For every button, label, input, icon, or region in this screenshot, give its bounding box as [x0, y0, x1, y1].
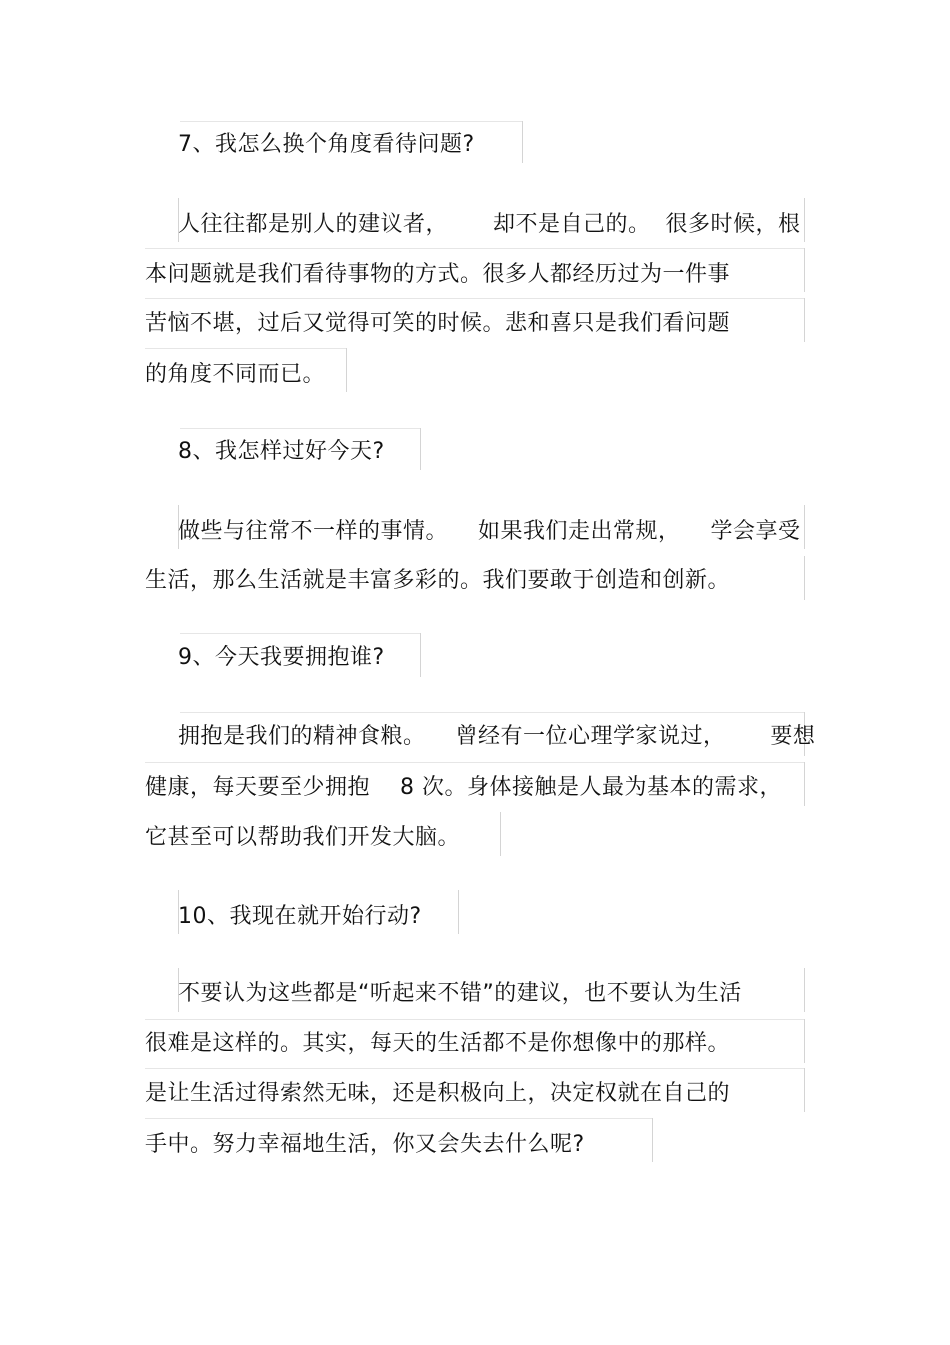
paragraph-line: 做些与往常不一样的事情。 如果我们走出常规， 学会享受 [178, 519, 801, 544]
heading-frame-right [420, 428, 421, 470]
section-heading-8: 8、我怎样过好今天? [178, 439, 385, 464]
paragraph-line-divider [145, 348, 347, 349]
paragraph-line: 苦恼不堪，过后又觉得可笑的时候。悲和喜只是我们看问题 [145, 311, 731, 336]
paragraph-line: 本问题就是我们看待事物的方式。很多人都经历过为一件事 [145, 262, 731, 287]
paragraph-frame-right [804, 505, 805, 549]
paragraph-line-divider [145, 762, 805, 763]
paragraph-frame-right [346, 348, 347, 392]
heading-frame-right [458, 890, 459, 934]
paragraph-line: 的角度不同而已。 [145, 362, 326, 387]
paragraph-frame-top [180, 712, 805, 713]
paragraph-line: 健康，每天要至少拥抱 8 次。身体接触是人最为基本的需求， [145, 775, 782, 800]
paragraph-frame-right [804, 248, 805, 292]
heading-frame-top [180, 428, 420, 429]
paragraph-frame-right [804, 968, 805, 1012]
paragraph-line: 手中。努力幸福地生活，你又会失去什么呢? [145, 1132, 585, 1157]
paragraph-line-divider [145, 1118, 653, 1119]
paragraph-line: 拥抱是我们的精神食粮。 曾经有一位心理学家说过， 要想 [178, 724, 816, 749]
paragraph-frame-right [804, 1068, 805, 1112]
paragraph-line-divider [145, 298, 805, 299]
section-heading-10: 10、我现在就开始行动? [178, 904, 422, 929]
paragraph-line-divider [145, 1019, 805, 1020]
section-heading-9: 9、今天我要拥抱谁? [178, 645, 385, 670]
heading-frame-right [420, 633, 421, 677]
heading-frame-right [522, 121, 523, 163]
paragraph-line-divider [145, 248, 805, 249]
heading-frame-top [180, 633, 420, 634]
paragraph-line: 很难是这样的。其实，每天的生活都不是你想像中的那样。 [145, 1031, 731, 1056]
paragraph-line: 人往往都是别人的建议者， 却不是自己的。 很多时候，根 [178, 212, 801, 237]
paragraph-frame-right [804, 1019, 805, 1063]
paragraph-frame-right [804, 762, 805, 806]
heading-frame-top [180, 121, 522, 122]
paragraph-frame-right [500, 812, 501, 856]
paragraph-frame-right [804, 556, 805, 600]
paragraph-line: 它甚至可以帮助我们开发大脑。 [145, 825, 461, 850]
paragraph-line: 生活，那么生活就是丰富多彩的。我们要敢于创造和创新。 [145, 568, 731, 593]
paragraph-line: 不要认为这些都是“听起来不错”的建议，也不要认为生活 [178, 981, 742, 1006]
section-heading-7: 7、我怎么换个角度看待问题? [178, 132, 475, 157]
paragraph-frame-right [804, 198, 805, 242]
paragraph-line: 是让生活过得索然无味，还是积极向上，决定权就在自己的 [145, 1081, 731, 1106]
paragraph-frame-right [804, 298, 805, 342]
paragraph-line-divider [145, 1068, 805, 1069]
paragraph-frame-right [652, 1118, 653, 1162]
